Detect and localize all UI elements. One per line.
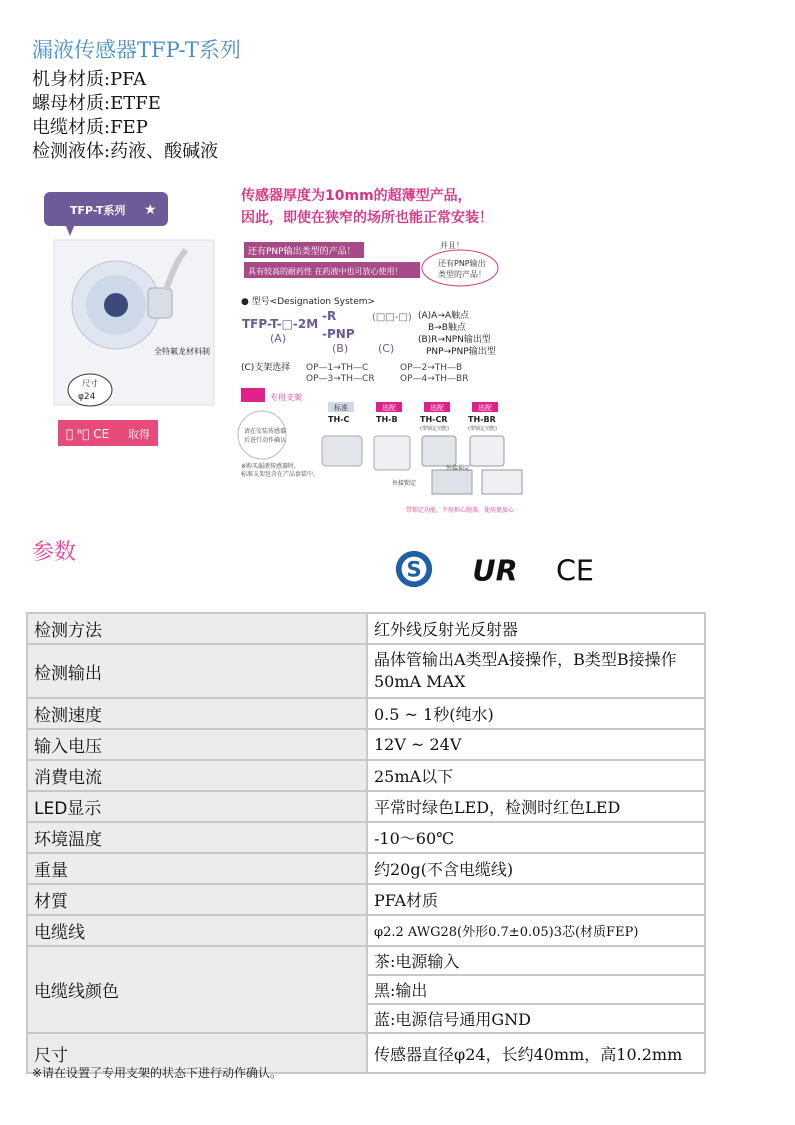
row-value: 茶:电源输入: [367, 946, 705, 975]
table-row: [27, 613, 705, 644]
svg-text:Ⓢ ᴿ᪲ CE: Ⓢ ᴿ᪲ CE: [66, 427, 110, 441]
svg-text:(B): (B): [332, 342, 349, 355]
row-value: 黑:输出: [367, 975, 705, 1004]
svg-text:UR: UR: [472, 553, 518, 588]
row-label: 环境温度: [27, 822, 367, 853]
svg-text:(B)R→NPN输出型: (B)R→NPN输出型: [418, 335, 491, 345]
svg-text:TH-BR: TH-BR: [468, 415, 496, 424]
svg-text:尺寸: 尺寸: [82, 379, 98, 388]
row-label: 电缆线: [27, 915, 367, 946]
spec-cable-material: 电缆材质:FEP: [32, 117, 148, 138]
svg-text:并且！: 并且！: [440, 241, 464, 250]
product-banner-image: [36, 180, 536, 525]
svg-text:因此，即使在狭窄的场所也能正常安装！: 因此，即使在狭窄的场所也能正常安装！: [241, 210, 493, 226]
svg-text:后进行动作确认: 后进行动作确认: [244, 437, 287, 444]
table-row: [27, 791, 705, 822]
svg-text:CE: CE: [555, 553, 595, 588]
series-tag: TFP-T系列: [70, 204, 126, 217]
svg-text:(A): (A): [270, 332, 287, 345]
svg-text:PNP→PNP输出型: PNP→PNP输出型: [426, 347, 496, 357]
row-label: 检测输出: [27, 644, 367, 698]
table-row: [27, 760, 705, 791]
section-title-parameters: 参数: [32, 540, 77, 565]
svg-text:(A)A→A触点: (A)A→A触点: [418, 311, 470, 321]
svg-text:外接锁定: 外接锁定: [392, 480, 417, 487]
table-row: [27, 644, 705, 698]
svg-text:S: S: [406, 557, 422, 582]
footnote: ※请在设置了专用支架的状态下进行动作确认。: [32, 1066, 283, 1080]
svg-text:OP—4→TH—BR: OP—4→TH—BR: [400, 374, 469, 384]
star-icon: ★: [144, 202, 157, 218]
svg-text:(□□-□): (□□-□): [372, 312, 412, 323]
table-row: [27, 822, 705, 853]
s-mark-icon: [392, 548, 436, 590]
row-value: 蓝:电源信号通用GND: [367, 1004, 705, 1033]
row-label: 消費电流: [27, 760, 367, 791]
row-label: 检测方法: [27, 613, 367, 644]
material-specs: [32, 68, 218, 164]
svg-text:还有PNP输出: 还有PNP输出: [438, 259, 486, 268]
svg-text:OP—3→TH—CR: OP—3→TH—CR: [306, 374, 375, 384]
row-value: 红外线反射光反射器: [367, 613, 705, 644]
svg-text:-R: -R: [322, 309, 337, 323]
svg-text:请在安装传感器: 请在安装传感器: [244, 428, 287, 435]
svg-text:TFP-T-□-2M: TFP-T-□-2M: [242, 317, 319, 331]
svg-text:-PNP: -PNP: [322, 327, 355, 341]
spec-body-material: 机身材质:PFA: [32, 69, 147, 90]
row-label: LED显示: [27, 791, 367, 822]
svg-text:TH-B: TH-B: [376, 415, 398, 424]
row-label: 尺寸: [27, 1033, 367, 1073]
svg-text:具有较高的耐药性 在药液中也可放心使用！: 具有较高的耐药性 在药液中也可放心使用！: [248, 267, 403, 276]
row-value: φ2.2 AWG28(外形0.7±0.05)3芯(材质FEP): [367, 915, 705, 946]
svg-text:类型的产品！: 类型的产品！: [438, 270, 486, 279]
svg-text:OP—2→TH—B: OP—2→TH—B: [400, 363, 463, 373]
svg-text:(带锁定功能): (带锁定功能): [420, 426, 449, 432]
table-row: [27, 698, 705, 729]
row-value: PFA材质: [367, 884, 705, 915]
row-value: 平常时绿色LED，检测时红色LED: [367, 791, 705, 822]
row-value: -10～60℃: [367, 822, 705, 853]
material-label: 全特氟龙材料制: [154, 347, 210, 356]
svg-text:还有PNP输出类型的产品！: 还有PNP输出类型的产品！: [248, 247, 356, 257]
row-label: 检测速度: [27, 698, 367, 729]
row-label: 材質: [27, 884, 367, 915]
spec-nut-material: 螺母材质:ETFE: [32, 93, 161, 114]
row-value: 晶体管输出A类型A接操作，B类型B接操作 50mA MAX: [367, 644, 705, 698]
svg-text:选配: 选配: [430, 404, 444, 412]
svg-text:B→B触点: B→B触点: [428, 323, 466, 333]
row-label: 输入电压: [27, 729, 367, 760]
svg-text:专用支架: 专用支架: [270, 393, 302, 402]
svg-text:TH-CR: TH-CR: [420, 415, 448, 424]
ul-recognized-icon: [468, 548, 522, 590]
row-value: 25mA以下: [367, 760, 705, 791]
row-value: 传感器直径φ24，长约40mm，高10.2mm: [367, 1033, 705, 1073]
table-row: [27, 884, 705, 915]
svg-text:标准: 标准: [334, 404, 348, 412]
svg-text:传感器厚度为10mm的超薄型产品，: 传感器厚度为10mm的超薄型产品，: [241, 188, 472, 204]
svg-text:选配: 选配: [478, 404, 492, 412]
svg-text:※购买漏液传感器时,: ※购买漏液传感器时,: [241, 463, 296, 470]
table-row: [27, 729, 705, 760]
svg-text:● 型号<Designation System>: ● 型号<Designation System>: [241, 297, 376, 307]
table-row: [27, 946, 705, 975]
table-row: [27, 853, 705, 884]
svg-text:(带锁定功能): (带锁定功能): [468, 426, 497, 432]
page-title: 漏液传感器TFP-T系列: [32, 38, 241, 62]
svg-text:TH-C: TH-C: [328, 415, 350, 424]
svg-text:取得: 取得: [128, 428, 150, 441]
svg-text:选配: 选配: [382, 404, 396, 412]
table-row: [27, 915, 705, 946]
ce-mark-icon: [550, 548, 600, 590]
spec-detection-liquid: 检测液体:药液、酸碱液: [32, 141, 219, 162]
svg-text:(C)支架选择: (C)支架选择: [241, 363, 291, 373]
svg-text:OP—1→TH—C: OP—1→TH—C: [306, 363, 369, 373]
row-value: 0.5 ~ 1秒(纯水): [367, 698, 705, 729]
row-label: 电缆线颜色: [27, 946, 367, 1033]
svg-text:标准支架包含在产品套装中。: 标准支架包含在产品套装中。: [241, 471, 320, 478]
row-value: 约20g(不含电缆线): [367, 853, 705, 884]
spec-table: [26, 612, 706, 1074]
row-value: 12V ~ 24V: [367, 729, 705, 760]
svg-text:φ24: φ24: [78, 392, 96, 402]
row-label: 重量: [27, 853, 367, 884]
svg-text:外接锁定: 外接锁定: [446, 465, 471, 472]
svg-text:带锁定功能，不用担心脱落，使用更放心: 带锁定功能，不用担心脱落，使用更放心: [406, 507, 515, 514]
svg-text:(C): (C): [378, 342, 395, 355]
